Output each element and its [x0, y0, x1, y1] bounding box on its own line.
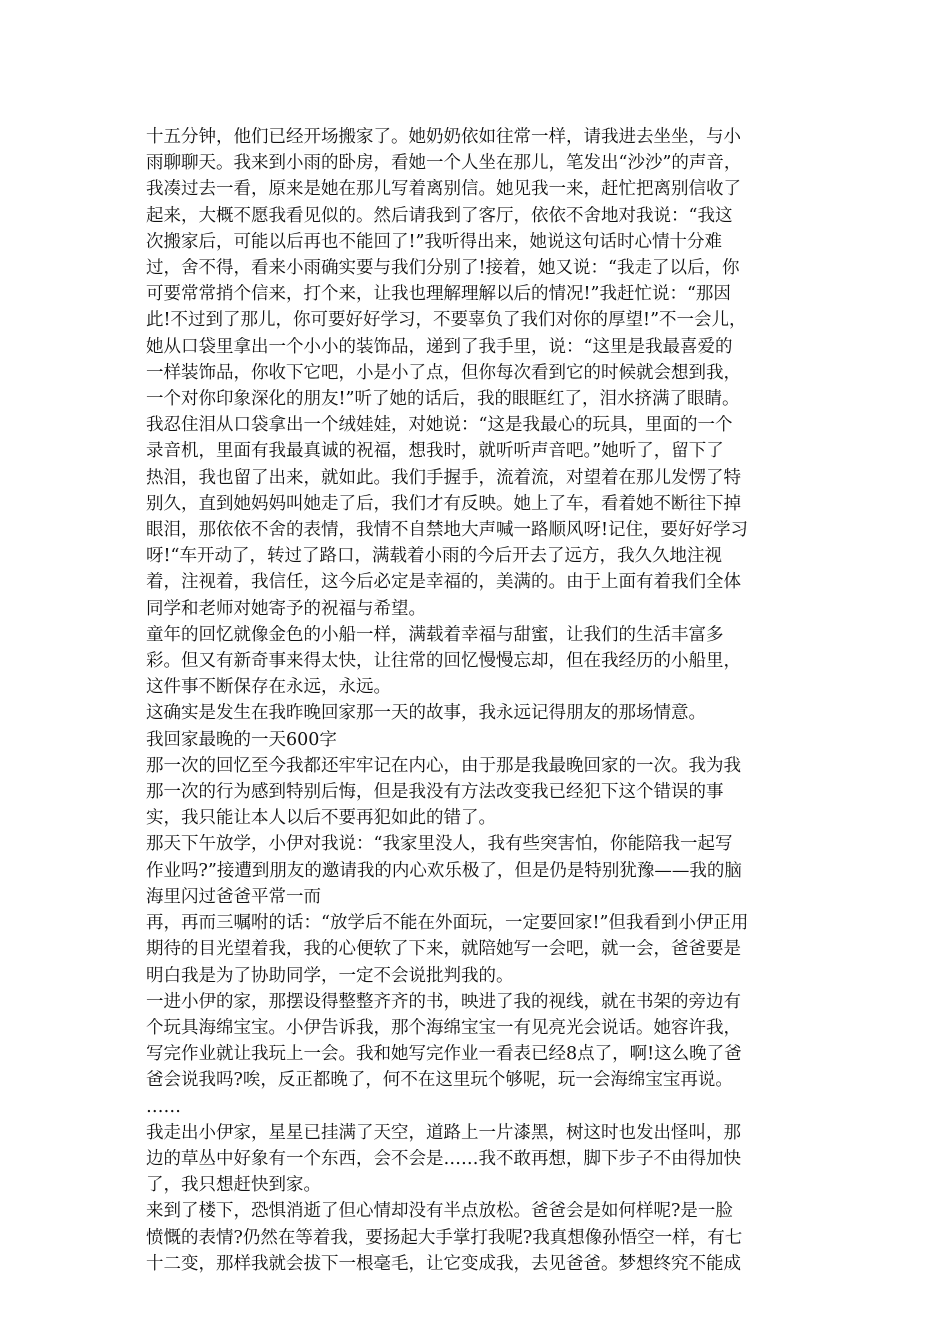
section-title: 我回家最晚的一天600字: [146, 729, 337, 750]
text-line: 眼泪，那依依不舍的表情，我情不自禁地大声喊一路顺风呀!记住，要好好学习: [146, 520, 749, 541]
text-line: 童年的回忆就像金色的小船一样，满载着幸福与甜蜜，让我们的生活丰富多: [146, 624, 724, 645]
text-line: 可要常常捎个信来，打个来，让我也理解理解以后的情况!”我赶忙说：“那因: [146, 284, 731, 305]
text-line: 同学和老师对她寄予的祝福与希望。: [146, 598, 426, 619]
text-line: 十二变，那样我就会拔下一根毫毛，让它变成我，去见爸爸。梦想终究不能成: [146, 1253, 741, 1274]
text-line: 再，再而三嘱咐的话：“放学后不能在外面玩，一定要回家!”但我看到小伊正用: [146, 913, 749, 934]
text-line: 我凑过去一看，原来是她在那儿写着离别信。她见我一来，赶忙把离别信收了: [146, 179, 741, 200]
text-line: 那一次的行为感到特别后悔，但是我没有方法改变我已经犯下这个错误的事: [146, 782, 724, 803]
text-line: 期待的目光望着我，我的心便软了下来，就陪她写一会吧，就一会，爸爸要是: [146, 939, 741, 960]
text-line: 我忍住泪从口袋拿出一个绒娃娃，对她说：“这是我最心的玩具，里面的一个: [146, 415, 733, 436]
text-line: 愤慨的表情?仍然在等着我，要扬起大手掌打我呢?我真想像孙悟空一样，有七: [146, 1227, 743, 1248]
text-line: 此!不过到了那儿，你可要好好学习，不要辜负了我们对你的厚望!”不一会儿，: [146, 310, 747, 331]
text-line: 爸会说我吗?唉，反正都晚了，何不在这里玩个够呢，玩一会海绵宝宝再说。: [146, 1070, 733, 1091]
text-line: 那天下午放学，小伊对我说：“我家里没人，我有些突害怕，你能陪我一起写: [146, 834, 733, 855]
text-line: 一进小伊的家，那摆设得整整齐齐的书，映进了我的视线，就在书架的旁边有: [146, 991, 741, 1012]
text-line: 次搬家后，可能以后再也不能回了!”我听得出来，她说这句话时心情十分难: [146, 231, 722, 252]
text-line: 呀!“车开动了，转过了路口，满载着小雨的今后开去了远方，我久久地注视: [146, 546, 722, 567]
text-line: 明白我是为了协助同学，一定不会说批判我的。: [146, 965, 514, 986]
text-line: 作业吗?”接遭到朋友的邀请我的内心欢乐极了，但是仍是特别犹豫——我的脑: [146, 860, 742, 881]
text-line: 实，我只能让本人以后不要再犯如此的错了。: [146, 808, 496, 829]
text-line: 别久，直到她妈妈叫她走了后，我们才有反映。她上了车，看着她不断往下掉: [146, 493, 741, 514]
text-line: 来到了楼下，恐惧消逝了但心情却没有半点放松。爸爸会是如何样呢?是一脸: [146, 1201, 733, 1222]
text-line: 那一次的回忆至今我都还牢牢记在内心，由于那是我最晚回家的一次。我为我: [146, 755, 741, 776]
text-line: 雨聊聊天。我来到小雨的卧房，看她一个人坐在那儿，笔发出“沙沙”的声音，: [146, 153, 742, 174]
text-line: 个玩具海绵宝宝。小伊告诉我，那个海绵宝宝一有见亮光会说话。她容许我，: [146, 1017, 741, 1038]
text-line: 这件事不断保存在永远，永远。: [146, 677, 391, 698]
text-line: 热泪，我也留了出来，就如此。我们手握手，流着流，对望着在那儿发愣了特: [146, 467, 741, 488]
text-line: 起来，大概不愿我看见似的。然后请我到了客厅，依依不舍地对我说：“我这: [146, 205, 733, 226]
document-body: [146, 124, 806, 1277]
text-line: 录音机，里面有我最真诚的祝福，想我时，就听听声音吧。”她听了，留下了: [146, 441, 724, 462]
text-line: 这确实是发生在我昨晚回家那一天的故事，我永远记得朋友的那场情意。: [146, 703, 706, 724]
text-line: 她从口袋里拿出一个小小的装饰品，递到了我手里，说：“这里是我最喜爱的: [146, 336, 733, 357]
text-line: 彩。但又有新奇事来得太快，让往常的回忆慢慢忘却，但在我经历的小船里，: [146, 651, 741, 672]
text-line: ……: [146, 1096, 181, 1117]
text-line: 了，我只想赶快到家。: [146, 1175, 321, 1196]
text-line: 一样装饰品，你收下它吧，小是小了点，但你每次看到它的时候就会想到我，: [146, 362, 741, 383]
text-line: 十五分钟，他们已经开场搬家了。她奶奶依如往常一样，请我进去坐坐，与小: [146, 127, 741, 147]
text-line: 一个对你印象深化的朋友!”听了她的话后，我的眼眶红了，泪水挤满了眼睛。: [146, 389, 740, 410]
text-line: 边的草丛中好象有一个东西，会不会是……我不敢再想，脚下步子不由得加快: [146, 1148, 741, 1169]
text-line: 着，注视着，我信任，这今后必定是幸福的，美满的。由于上面有着我们全体: [146, 572, 741, 593]
text-line: 写完作业就让我玩上一会。我和她写完作业一看表已经8点了，啊!这么晚了爸: [146, 1044, 742, 1065]
text-line: 过，舍不得，看来小雨确实要与我们分别了!接着，她又说：“我走了以后，你: [146, 258, 740, 279]
text-line: 海里闪过爸爸平常一而: [146, 886, 321, 907]
text-line: 我走出小伊家，星星已挂满了天空，道路上一片漆黑，树这时也发出怪叫，那: [146, 1122, 741, 1143]
